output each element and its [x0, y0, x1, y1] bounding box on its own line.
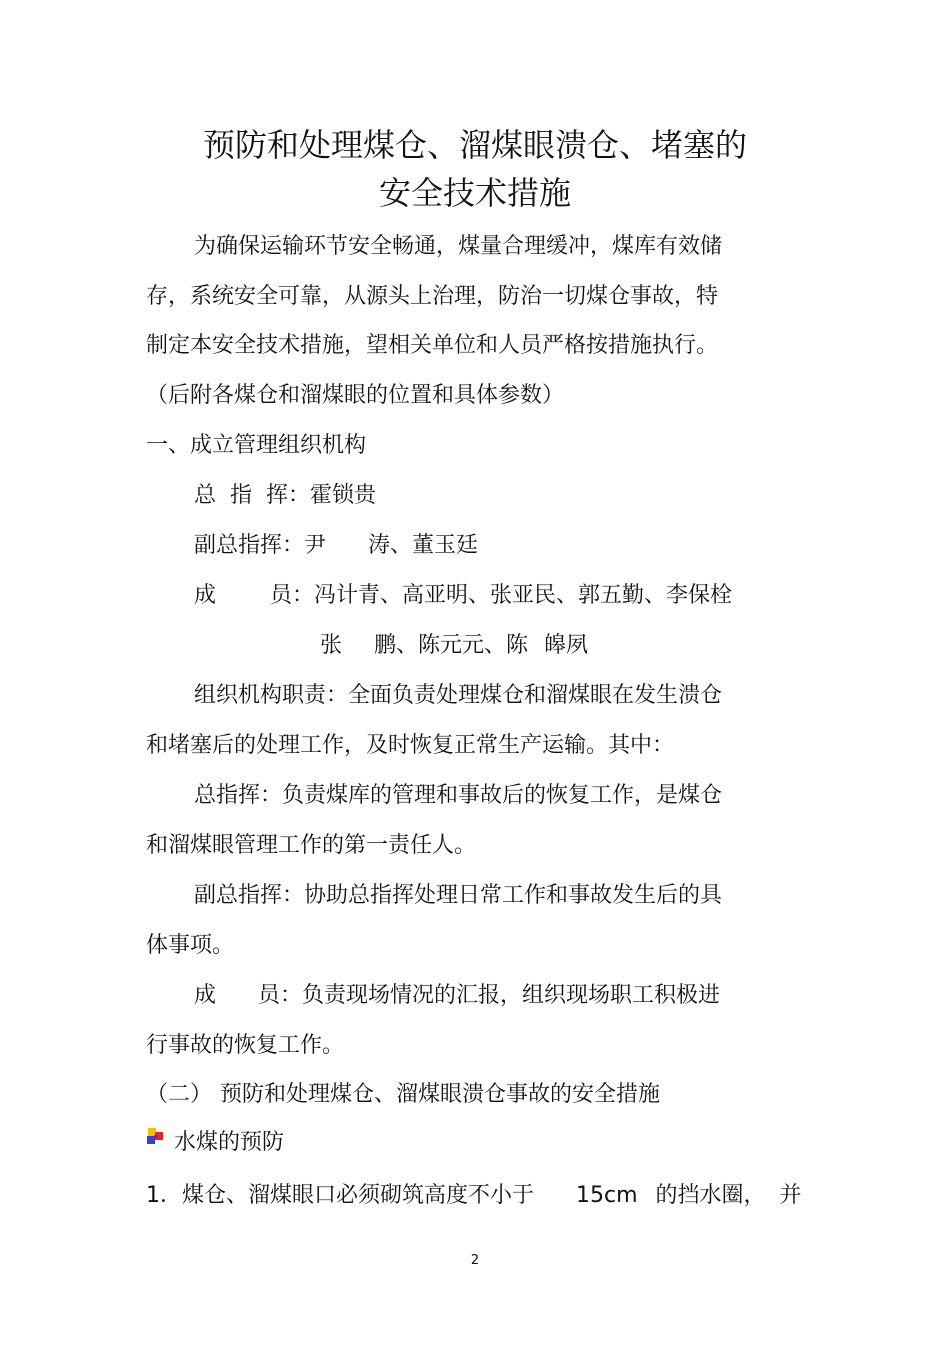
- deputy-name-part2: 涛、董玉廷: [368, 533, 479, 558]
- section2-heading: [146, 1080, 660, 1110]
- intro-line-4: （后附各煤仓和溜煤眼的位置和具体参数）: [146, 383, 565, 408]
- members-label-part1: 成: [194, 583, 217, 608]
- chief-duty-line-2: 和溜煤眼管理工作的第一责任人。: [146, 833, 477, 858]
- item-1-value: 15cm: [576, 1183, 638, 1208]
- member-duty-line-2: 行事故的恢复工作。: [146, 1033, 345, 1058]
- duty-line-2: 和堵塞后的处理工作，及时恢复正常生产运输。其中：: [146, 733, 675, 758]
- deputy-name-part1: 尹: [304, 533, 327, 558]
- sub-heading-water-coal: 水煤的预防: [174, 1130, 285, 1155]
- members-line2-part2: 鹏、陈元元、陈: [374, 633, 529, 658]
- member-duty-line-1: [194, 981, 720, 1011]
- deputy-duty-line-1: 副总指挥：协助总指挥处理日常工作和事故发生后的具: [194, 883, 723, 908]
- members-row-2: [320, 631, 588, 661]
- intro-line-1: 为确保运输环节安全畅通，煤量合理缓冲，煤库有效储: [194, 234, 723, 259]
- deputy-label: 副总指挥：: [194, 533, 305, 558]
- members-list-line1: 冯计青、高亚明、张亚民、郭五勤、李保栓: [314, 583, 733, 608]
- item-1-part2: 的挡水圈，: [655, 1183, 766, 1208]
- members-row: [194, 581, 732, 611]
- members-line2-part3: 皞夙: [544, 633, 589, 658]
- section1-heading: 一、成立管理组织机构: [146, 433, 367, 458]
- document-title-line1: 预防和处理煤仓、溜煤眼溃仓、堵塞的: [202, 126, 747, 164]
- chief-duty-line-1: 总指挥：负责煤库的管理和事故后的恢复工作，是煤仓: [194, 783, 723, 808]
- intro-line-3: 制定本安全技术措施，望相关单位和人员严格按措施执行。: [146, 333, 719, 358]
- item-1-line: [146, 1181, 802, 1211]
- commander-label: 总 指 挥：: [194, 483, 310, 508]
- item-1-part1: 1．煤仓、溜煤眼口必须砌筑高度不小于: [146, 1183, 534, 1208]
- duty-line-1: 组织机构职责：全面负责处理煤仓和溜煤眼在发生溃仓: [194, 683, 723, 708]
- member-duty-label-part1: 成: [194, 983, 217, 1008]
- deputy-duty-line-2: 体事项。: [146, 933, 235, 958]
- section2-heading-number: （二）: [146, 1082, 213, 1107]
- commander-name: 霍锁贵: [309, 483, 376, 508]
- intro-line-2: 存，系统安全可靠，从源头上治理，防治一切煤仓事故，特: [146, 284, 719, 309]
- deputy-row: [194, 531, 478, 561]
- item-1-part3: 并: [779, 1183, 802, 1208]
- members-line2-part1: 张: [320, 633, 343, 658]
- section2-heading-text: 预防和处理煤仓、溜煤眼溃仓事故的安全措施: [220, 1082, 661, 1107]
- member-duty-label-part2: 员：负责现场情况的汇报，组织现场职工积极进: [258, 983, 721, 1008]
- document-title-line2: 安全技术措施: [378, 174, 571, 212]
- members-label-part2: 员：: [270, 583, 315, 608]
- commander-row: [194, 481, 376, 511]
- bullet-icon: [146, 1127, 164, 1145]
- page-number: 2: [470, 1253, 480, 1268]
